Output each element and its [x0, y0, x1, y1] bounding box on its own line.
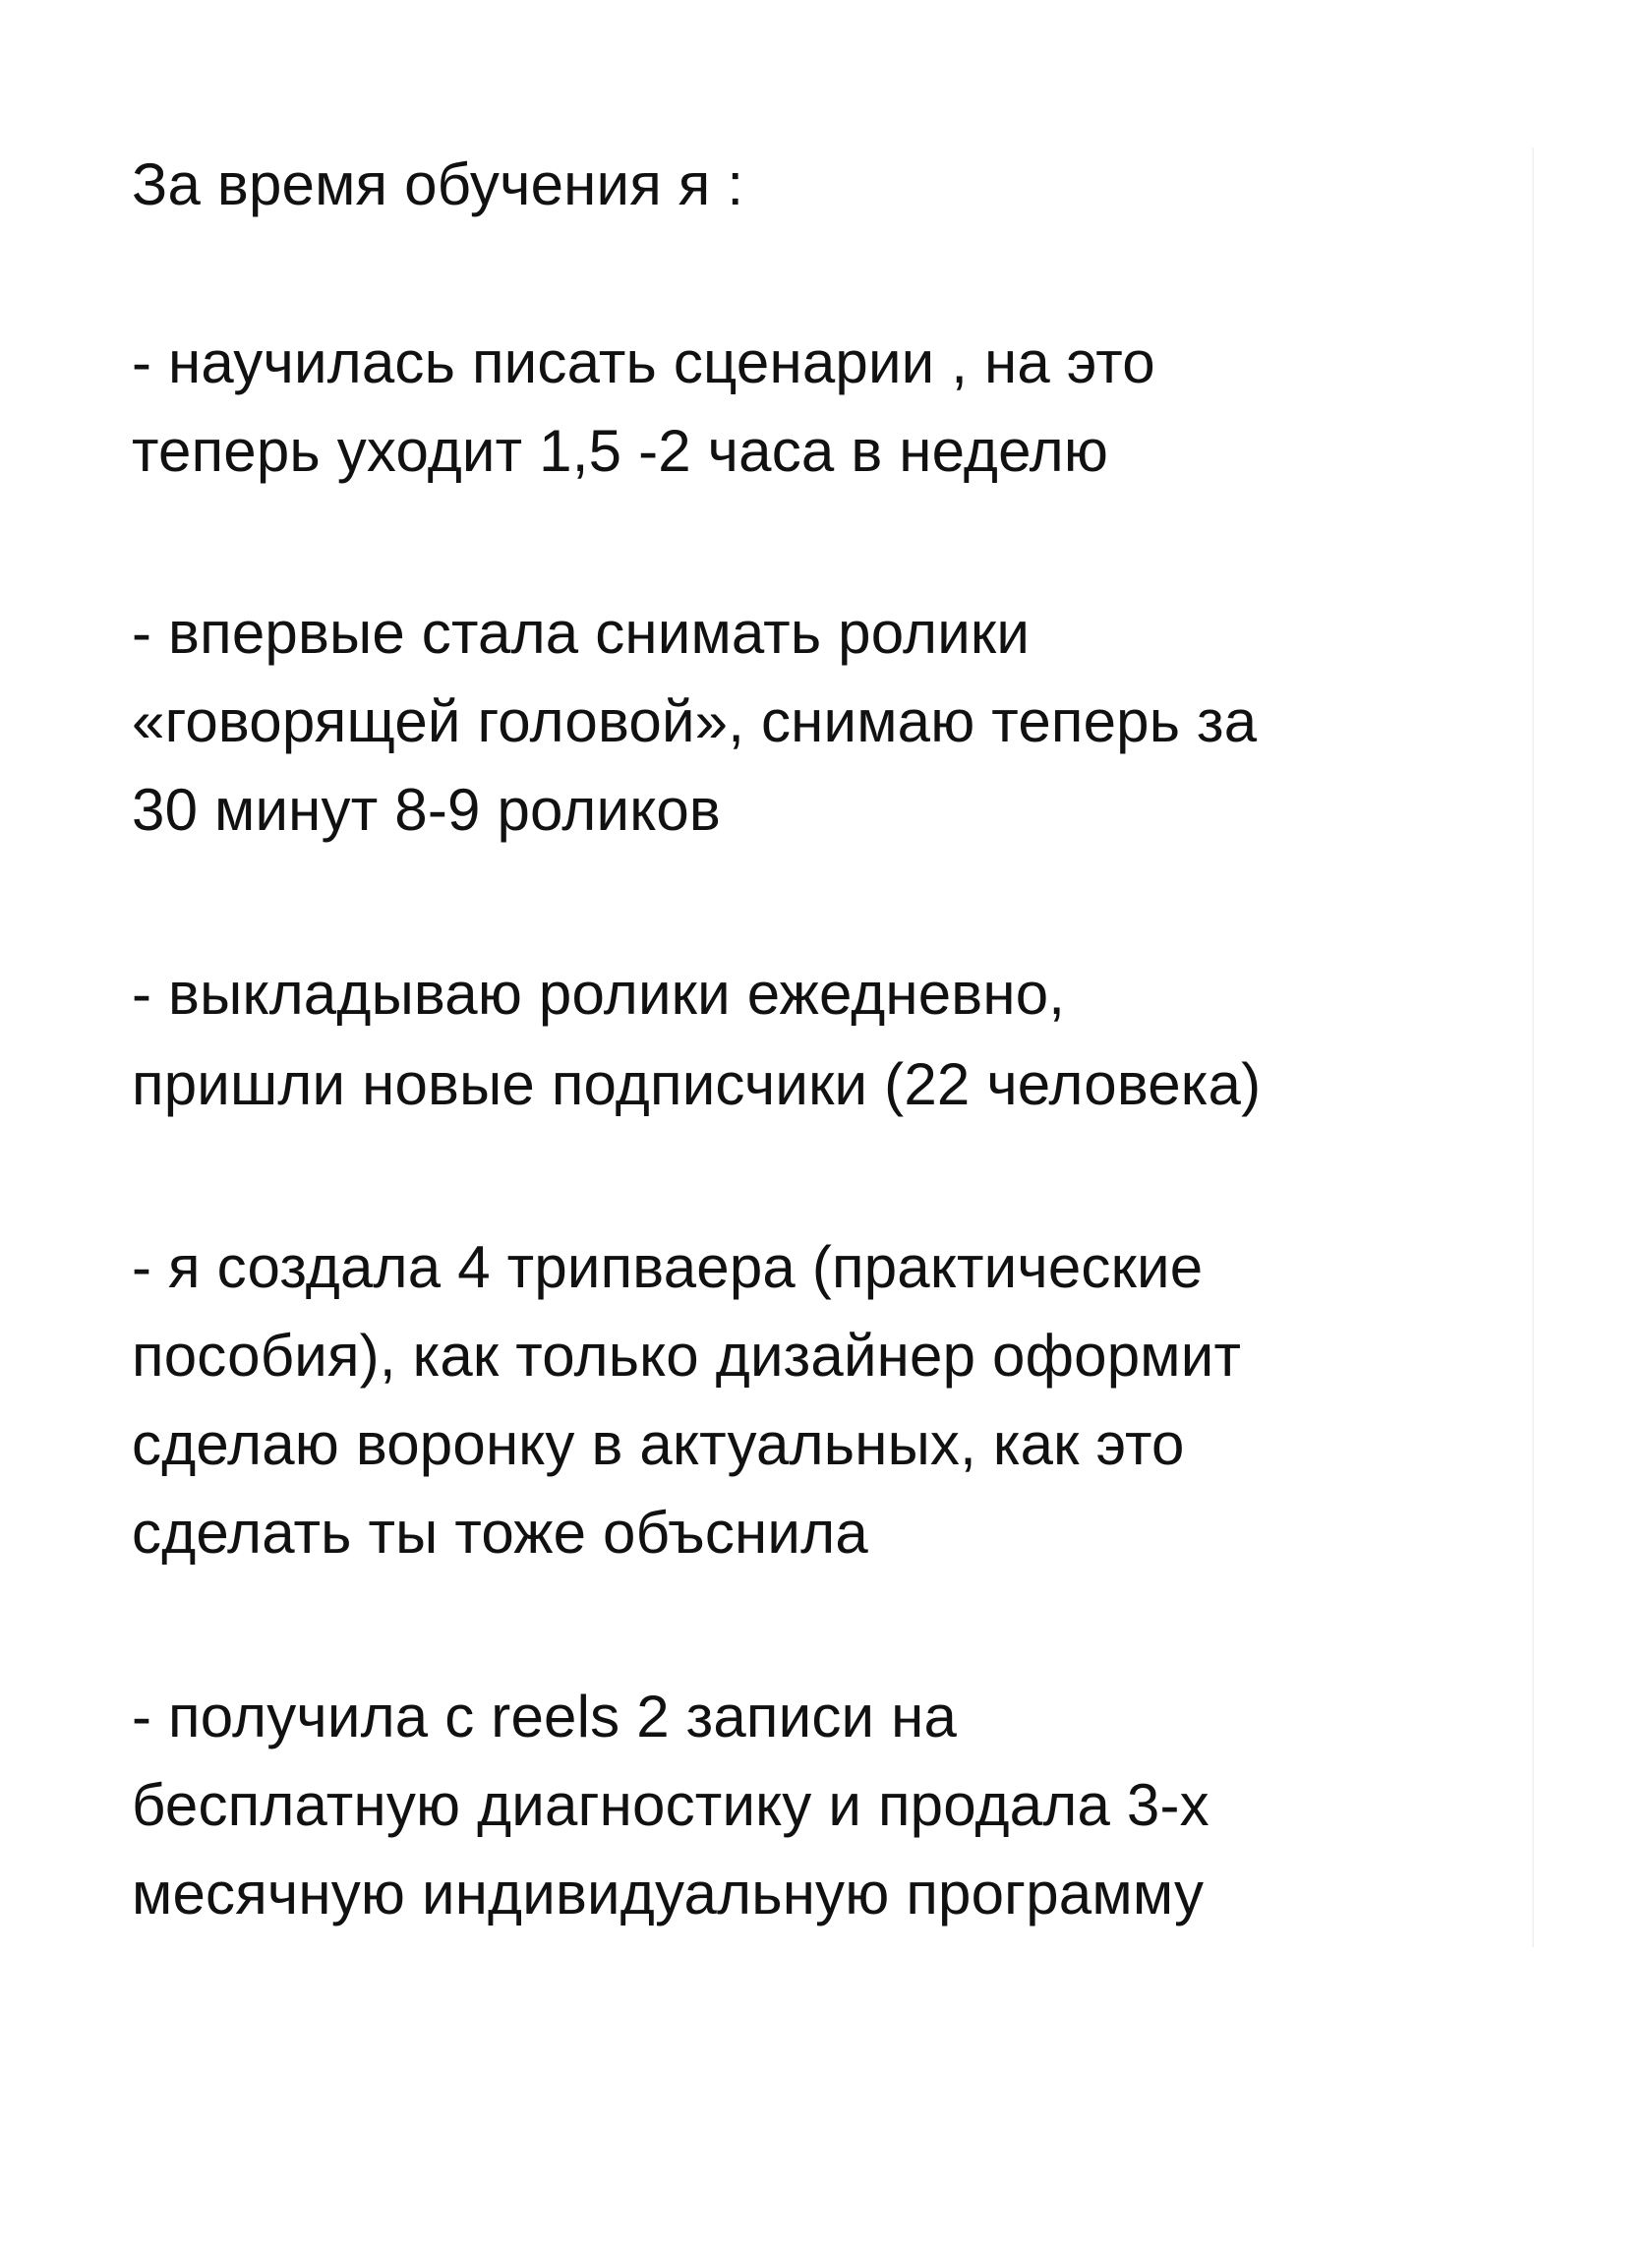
item-4-line-4: сделать ты тоже объснила — [132, 1500, 868, 1566]
note-heading: За время обучения я : — [132, 151, 744, 217]
item-2-line-1: - впервые стала снимать ролики — [132, 600, 1031, 666]
item-2-line-3: 30 минут 8-9 роликов — [132, 777, 721, 843]
item-4-line-3: сделаю воронку в актуальных, как это — [132, 1411, 1185, 1477]
item-5-line-2: бесплатную диагностику и продала 3-х — [132, 1772, 1210, 1838]
item-4-line-1: - я создала 4 трипваера (практические — [132, 1234, 1204, 1300]
item-1-line-2: теперь уходит 1,5 -2 часа в неделю — [132, 418, 1109, 484]
item-2-line-2: «говорящей головой», снимаю теперь за — [132, 688, 1258, 754]
item-3-line-1: - выкладываю ролики ежедневно, — [132, 961, 1066, 1027]
item-5-line-1: - получила с reels 2 записи на — [132, 1684, 958, 1749]
item-4-line-2: пособия), как только дизайнер оформит — [132, 1323, 1242, 1389]
page-edge-divider — [1532, 148, 1534, 1947]
item-3-line-2: пришли новые подписчики (22 человека) — [132, 1051, 1262, 1117]
item-1-line-1: - научилась писать сценарии , на это — [132, 329, 1155, 395]
item-5-line-3: месячную индивидуальную программу — [132, 1861, 1205, 1926]
